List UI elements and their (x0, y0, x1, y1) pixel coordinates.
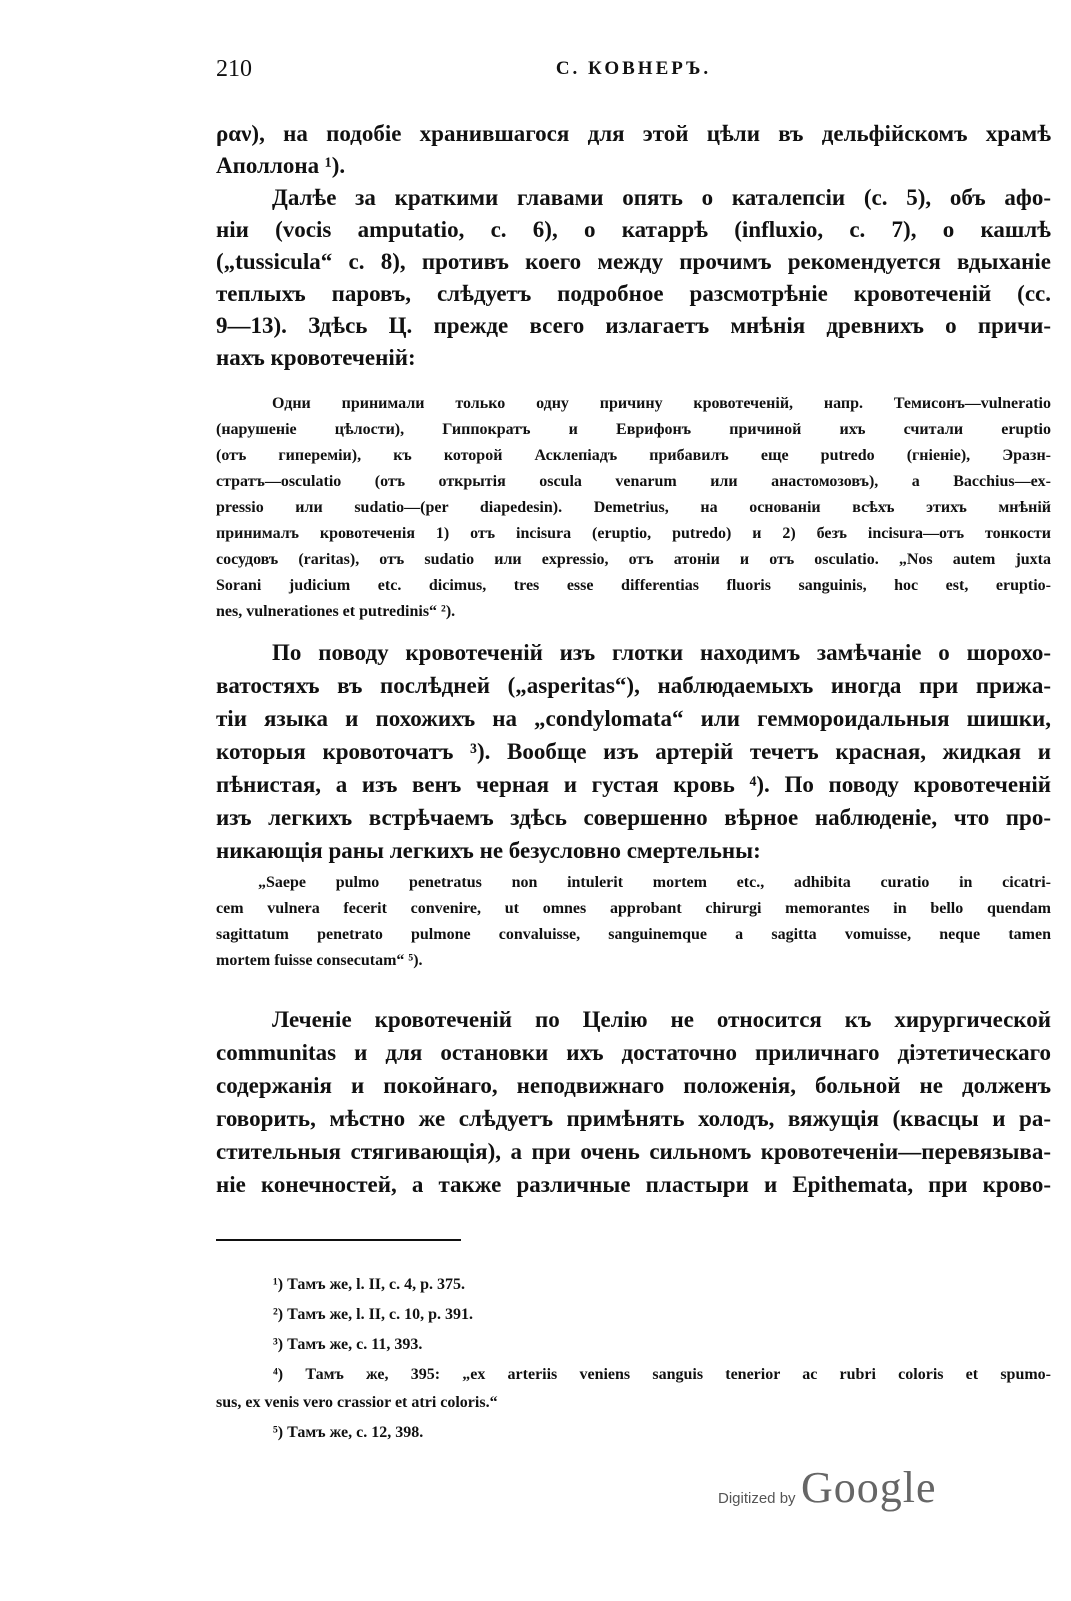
footnote: ¹) Тамъ же, l. II, с. 4, p. 375. (273, 1276, 466, 1293)
footnote: ²) Тамъ же, l. II, с. 10, p. 391. (273, 1306, 474, 1323)
page-number: 210 (216, 56, 252, 82)
quote-line: (отъ гипереміи), къ которой Асклепіадъ прибавилъ еще putredo (гніеніе), Эразн- (216, 447, 1051, 464)
text-line: говорить, мѣстно же слѣдуетъ примѣнять холодъ, вяжущія (квасцы и ра- (216, 1106, 1051, 1131)
text-line: („tussicula“ с. 8), противъ коего между прочимъ рекомендуется вдыханіе (216, 249, 1051, 274)
quote-line: Sorani judicium etc. dicimus, tres esse differentias fluoris sanguinis, hoc est, eruptio- (216, 577, 1051, 594)
quote-line: принималъ кровотеченія 1) отъ incisura (eruptio, putredo) и 2) безъ incisura—отъ тонкости (216, 525, 1051, 542)
page-header (216, 56, 1051, 92)
watermark-logo: Google (801, 1463, 937, 1512)
footnote: ⁵) Тамъ же, с. 12, 398. (273, 1424, 424, 1441)
digitized-watermark (718, 1462, 938, 1522)
text-line: По поводу кровотеченій изъ глотки находимъ замѣчаніе о шорохо- (272, 640, 1051, 665)
text-line: которыя кровоточатъ ³). Вообще изъ артерій течетъ красная, жидкая и (216, 739, 1051, 764)
quote-line: сосудовъ (raritas), отъ sudatio или expressio, отъ атоніи и отъ osculatio. „Nos autem juxta (216, 551, 1051, 568)
text-line: communitas и для остановки ихъ достаточно приличнаго діэтетическаго (216, 1040, 1051, 1065)
footnote: ⁴) Тамъ же, 395: „ex arteriis veniens sanguis tenerior ac rubri coloris et spumo- (273, 1366, 1051, 1383)
quote-line: „Saepe pulmo penetratus non intulerit mortem etc., adhibita curatio in cicatri- (258, 874, 1051, 891)
text-line: тіи языка и похожихъ на „condylomata“ или геммороидальныя шишки, (216, 706, 1051, 731)
text-line: Леченіе кровотеченій по Целію не относится къ хирургической (272, 1007, 1051, 1032)
text-line: 9—13). Здѣсь Ц. прежде всего излагаетъ мнѣнія древнихъ о причи- (216, 313, 1051, 338)
text-line: ватостяхъ въ послѣдней („asperitas“), наблюдаемыхъ иногда при прижа- (216, 673, 1051, 698)
quote-line: стратъ—osculatio (отъ открытія oscula venarum или анастомозовъ), а Bacchius—ex- (216, 473, 1051, 490)
text-line: ніи (vocis amputatio, с. 6), о катаррѣ (influxio, с. 7), о кашлѣ (216, 217, 1051, 242)
footnote-separator (216, 1239, 461, 1241)
text-line: пѣнистая, а изъ венъ черная и густая кровь ⁴). По поводу кровотеченій (216, 772, 1051, 797)
quote-line: nes, vulnerationes et putredinis“ ²). (216, 603, 456, 620)
quote-line: pressio или sudatio—(per diapedesin). Demetrius, на основаніи всѣхъ этихъ мнѣній (216, 499, 1051, 516)
quote-line: sagittatum penetrato pulmone convaluisse, sanguinemque a sagitta vomuisse, neque tamen (216, 926, 1051, 943)
watermark-prefix: Digitized by (718, 1490, 796, 1507)
text-line: теплыхъ паровъ, слѣдуетъ подробное разсмотрѣніе кровотеченій (сс. (216, 281, 1051, 306)
footnote: sus, ex venis vero crassior et atri coloris.“ (216, 1394, 498, 1411)
quote-line: mortem fuisse consecutam“ ⁵). (216, 952, 423, 969)
text-line: Аполлона ¹). (216, 153, 346, 178)
text-line: нахъ кровотеченій: (216, 345, 416, 370)
quote-line: cem vulnera fecerit convenire, ut omnes approbant chirurgi memorantes in bello quendam (216, 900, 1051, 917)
running-head: С. КОВНЕРЪ. (555, 58, 712, 79)
quote-line: (нарушеніе цѣлости), Гиппократъ и Еврифонъ причиной ихъ считали eruptio (216, 421, 1051, 438)
text-line: изъ легкихъ встрѣчаемъ здѣсь совершенно вѣрное наблюденіе, что про- (216, 805, 1051, 830)
footnote: ³) Тамъ же, с. 11, 393. (273, 1336, 423, 1353)
text-line: стительныя стягивающія), а при очень сильномъ кровотеченіи—перевязыва- (216, 1139, 1051, 1164)
text-line: никающія раны легкихъ не безусловно смертельны: (216, 838, 761, 863)
text-line: содержанія и покойнаго, неподвижнаго положенія, больной не долженъ (216, 1073, 1051, 1098)
text-line: ραν), на подобіе хранившагося для этой цѣли въ дельфійскомъ храмѣ (216, 121, 1051, 146)
text-line: Далѣе за краткими главами опять о каталепсіи (с. 5), объ афо- (272, 185, 1051, 210)
quote-line: Одни принимали только одну причину кровотеченій, напр. Темисонъ—vulneratio (272, 395, 1051, 412)
text-line: ніе конечностей, а также различные пластыри и Epithemata, при крово- (216, 1172, 1051, 1197)
